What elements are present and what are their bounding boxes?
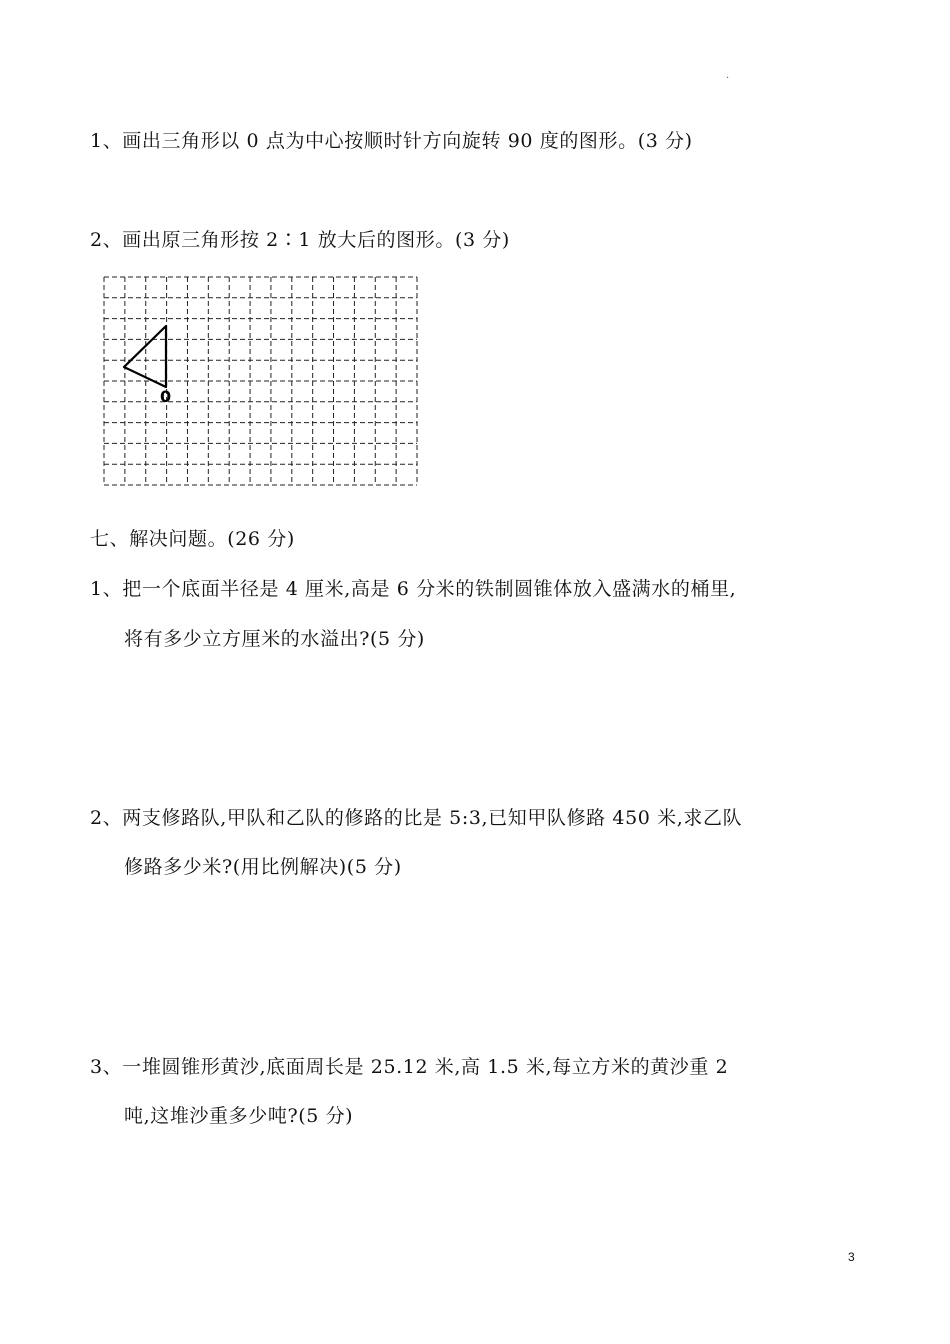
problem-3-line-2: 吨,这堆沙重多少吨?(5 分) <box>124 1105 354 1127</box>
problem-1-line-2: 将有多少立方厘米的水溢出?(5 分) <box>124 628 425 650</box>
section-title: 七、解决问题。(26 分) <box>90 528 295 550</box>
drawing-question-1: 1、画出三角形以 0 点为中心按顺时针方向旋转 90 度的图形。(3 分) <box>90 130 693 152</box>
problem-1-line-1: 1、把一个底面半径是 4 厘米,高是 6 分米的铁制圆锥体放入盛满水的桶里, <box>90 578 737 600</box>
drawing-question-2: 2、画出原三角形按 2∶1 放大后的图形。(3 分) <box>90 229 510 251</box>
page-number: 3 <box>848 1250 855 1264</box>
problem-3-line-1: 3、一堆圆锥形黄沙,底面周长是 25.12 米,高 1.5 米,每立方米的黄沙重 2 <box>90 1056 729 1078</box>
problem-2-line-2: 修路多少米?(用比例解决)(5 分) <box>124 856 402 878</box>
grid-figure <box>103 276 419 488</box>
point-o-label: 0 <box>160 387 172 406</box>
problem-2-line-1: 2、两支修路队,甲队和乙队的修路的比是 5:3,已知甲队修路 450 米,求乙队 <box>90 807 743 829</box>
top-dot-mark: . <box>726 70 730 81</box>
triangle-shape <box>124 326 166 387</box>
